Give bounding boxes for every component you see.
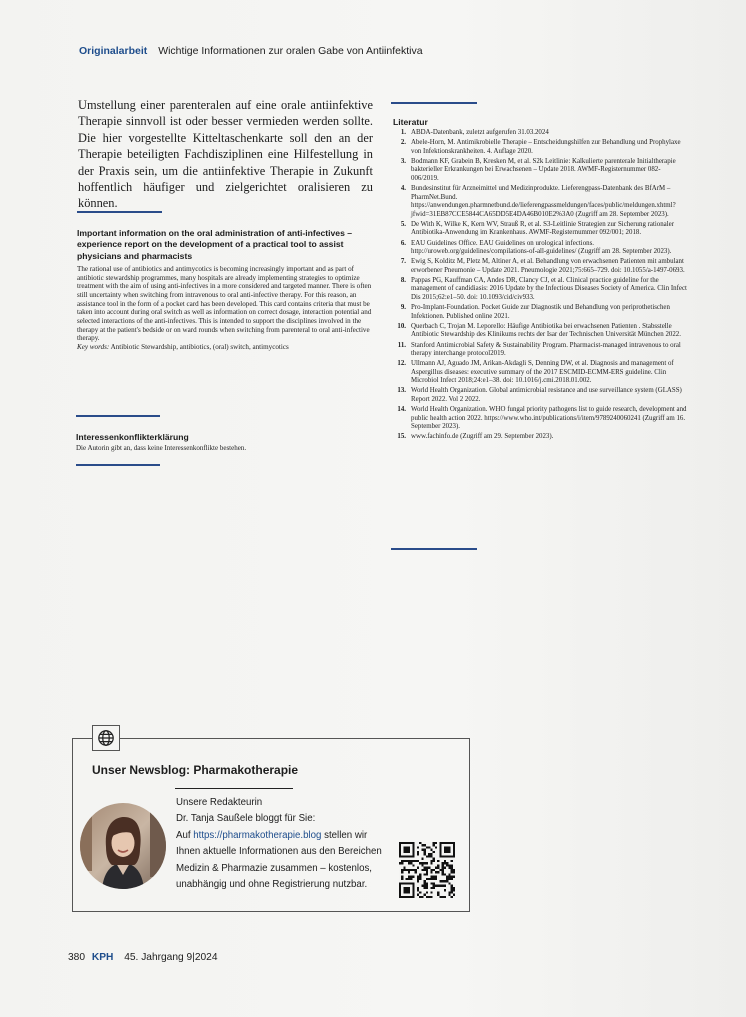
reference-number: 13. bbox=[397, 387, 406, 395]
reference-text: Bundesinstitut für Arzneimittel und Medizinprodukte. Lieferengpass-Datenbank des BfArM – PharmNet.Bund. https://anwendungen.pharmnetbund.de/lieferengpassmeldungen/faces/public/meldungen.xhtml?jfwid=31EB87CCE5844CA65DD5E4DA46B010E2%3A0 (Zugriff am 28. September 2023). bbox=[411, 185, 676, 218]
reference-number: 14. bbox=[397, 406, 406, 414]
issue-info: 45. Jahrgang 9|2024 bbox=[124, 952, 218, 963]
newsblog-text bbox=[176, 795, 386, 893]
reference-item bbox=[391, 240, 687, 257]
reference-text: Ullmann AJ, Aguado JM, Arikan-Akdagli S, Denning DW, et al. Diagnosis and management of Aspergillus diseases: executive summary of the 2017 ESCMID-ECMM-ERS guideline. Clin Microbiol Infect 2018;24:e1–38. doi: 10.1016/j.cmi.2018.01.002. bbox=[411, 360, 674, 385]
reference-number: 2. bbox=[400, 139, 406, 147]
reference-text: ABDA-Datenbank, zuletzt aufgerufen 31.03.2024 bbox=[411, 129, 549, 136]
running-header bbox=[79, 45, 423, 57]
section-divider bbox=[76, 464, 160, 466]
reference-number: 4. bbox=[400, 185, 406, 193]
reference-number: 12. bbox=[397, 360, 406, 368]
reference-number: 10. bbox=[397, 322, 406, 330]
reference-text: Stanford Antimicrobial Safety & Sustainability Program. Pharmacist-managed intravenous to oral therapy interchange protocol2019. bbox=[411, 341, 681, 358]
reference-item bbox=[391, 277, 687, 303]
reference-text: Bodmann KF, Grabein B, Kresken M, et al. S2k Leitlinie: Kalkulierte parenterale Initialtherapie bakterieller Erkrankungen bei Erwachsenen – Update 2018. AWMF-Registernummer 082-006/2019. bbox=[411, 157, 676, 182]
newsblog-line-1: Unsere Redakteurin bbox=[176, 797, 263, 808]
newsblog-divider bbox=[175, 788, 293, 789]
reference-text: World Health Organization. WHO fungal priority pathogens list to guide research, development and public health action 2022. https://www.who.int/publications/i/item/9789240060241 (Zugriff am 16. September 2023). bbox=[411, 406, 687, 431]
page-footer bbox=[68, 952, 217, 963]
reference-number: 1. bbox=[400, 129, 406, 136]
reference-item bbox=[391, 360, 687, 386]
section-divider bbox=[77, 211, 162, 213]
reference-item bbox=[391, 433, 687, 442]
abstract-text: The rational use of antibiotics and antimycotics is becoming increasingly important and as part of antibiotic stewardship programmes, many hospitals are already implementing strategies to optimize treatment with the aim of using anti-infectives in a more considered and targeted manner. There is often still uncertainty when switching from intravenous to oral anti-infective therapy. For this reason, an assistance tool in the form of a pocket card has been developed. This card contains criteria that must be taken into account during oral switch as well as information on correct dosage, interaction potential and selected interactions of the anti-infectives. This is intended to support the disciplines involved in the therapy at the patient's bedside or on ward rounds when switching from parenteral to oral anti-infective therapy. bbox=[77, 265, 372, 343]
reference-item bbox=[391, 323, 687, 340]
section-divider bbox=[391, 102, 477, 104]
reference-number: 6. bbox=[400, 239, 406, 247]
reference-number: 15. bbox=[397, 433, 406, 441]
page-number: 380 bbox=[68, 952, 85, 963]
keywords-label: Key words: bbox=[77, 342, 110, 351]
reference-number: 9. bbox=[400, 304, 406, 312]
reference-item bbox=[391, 258, 687, 275]
reference-item bbox=[391, 304, 687, 321]
english-title: Important information on the oral administration of anti-infectives – experience report on the development of a practical tool to assist physicians and pharmacists bbox=[77, 228, 353, 261]
reference-item bbox=[391, 129, 687, 138]
reference-text: EAU Guidelines Office. EAU Guidelines on urological infections. http://uroweb.org/guidelines/compilations-of-all-guidelines/ (Zugriff am 28. September 2023). bbox=[411, 239, 672, 256]
journal-brand: KPH bbox=[91, 952, 114, 963]
reference-text: Querbach C, Trojan M. Leporello: Häufige Antibiotika bei erwachsenen Patienten . Stabsstelle Antibiotic Stewardship des Klinikums rechts der Isar der Technischen Universität München 2022. bbox=[411, 322, 681, 339]
reference-item bbox=[391, 342, 687, 359]
article-type: Originalarbeit bbox=[79, 45, 148, 57]
coi-heading: Interessenkonflikterklärung bbox=[76, 432, 189, 442]
globe-icon bbox=[92, 725, 120, 751]
reference-text: Pro-Implant-Foundation. Pocket Guide zur Diagnostik und Behandlung von periprothetischen Infektionen. Published online 2021. bbox=[411, 304, 670, 320]
reference-number: 11. bbox=[397, 341, 406, 349]
reference-list bbox=[391, 129, 687, 444]
reference-text: www.fachinfo.de (Zugriff am 29. September 2023). bbox=[411, 433, 554, 441]
reference-item bbox=[391, 185, 687, 219]
reference-number: 5. bbox=[400, 220, 406, 228]
reference-text: Pappas PG, Kauffman CA, Andes DR, Clancy CJ, et al. Clinical practice guideline for the management of candidiasis: 2016 Update by the Infectious Diseases Society of America. Clin Infect Dis 2015;62:e1–50. doi: 10.1093/cid/civ933. bbox=[411, 276, 687, 301]
reference-text: Abele-Horn, M. Antimikrobielle Therapie – Entscheidungshilfen zur Behandlung und Prophylaxe von Infektionskrankheiten. 4. Auflage 2020. bbox=[411, 139, 681, 155]
keywords-text: Antibiotic Stewardship, antibiotics, (oral) switch, antimycotics bbox=[110, 342, 289, 351]
reference-item bbox=[391, 158, 687, 184]
newsblog-body bbox=[176, 828, 386, 894]
blog-link[interactable]: https://pharmakotherapie.blog bbox=[193, 829, 322, 841]
reference-text: World Health Organization. Global antimicrobial resistance and use surveillance system (GLASS) Report 2022. Vol 2 2022. bbox=[411, 387, 682, 403]
reference-number: 3. bbox=[400, 157, 406, 165]
coi-statement: Die Autorin gibt an, dass keine Interessenkonflikte bestehen. bbox=[76, 444, 247, 452]
reference-text: De With K, Wilke K, Kern WV, Strauß R, et al. S3-Leitlinie Strategien zur Sicherung rationaler Antibiotika-Anwendung im Krankenhaus. AWMF-Registernummer 092/001; 2018. bbox=[411, 220, 675, 237]
reference-item bbox=[391, 387, 687, 404]
reference-number: 8. bbox=[400, 276, 406, 284]
section-divider bbox=[76, 415, 160, 417]
intro-paragraph: Umstellung einer parenteralen auf eine orale antiinfektive Therapie sinnvoll ist oder besser vermieden werden sollte. Die hier vorgestellte Kitteltaschenkarte soll den an der Therapie beteiligten Fachdisziplinen eine Hilfestellung in der Praxis sein, um die antiinfektive Therapie in Zukunft hoffentlich häufiger und zielgerichtet oralisieren zu können. bbox=[78, 98, 373, 211]
qr-code[interactable] bbox=[399, 842, 455, 898]
running-title: Wichtige Informationen zur oralen Gabe von Antiinfektiva bbox=[158, 45, 423, 57]
english-abstract bbox=[77, 265, 377, 352]
section-divider bbox=[391, 548, 477, 550]
newsblog-title: Unser Newsblog: Pharmakotherapie bbox=[92, 763, 299, 777]
newsblog-rest: stellen wir Ihnen aktuelle Informationen aus den Bereichen Medizin & Pharmazie zusammen – kostenlos, unabhängig und ohne Registrierung nutzbar. bbox=[176, 829, 382, 891]
editor-avatar bbox=[80, 803, 166, 889]
newsblog-auf: Auf bbox=[176, 829, 191, 841]
reference-number: 7. bbox=[400, 258, 406, 266]
reference-text: Ewig S, Kolditz M, Pletz M, Altiner A, et al. Behandlung von erwachsenen Patienten mit ambulant erworbener Pneumonie – Update 2021. Pneumologie 2021;75:665–729. doi: 10.1055/a-1497-0693. bbox=[411, 258, 685, 274]
literature-heading: Literatur bbox=[393, 117, 428, 127]
newsblog-line-2: Dr. Tanja Saußele bloggt für Sie: bbox=[176, 813, 316, 825]
reference-item bbox=[391, 139, 687, 156]
reference-item bbox=[391, 221, 687, 238]
reference-item bbox=[391, 406, 687, 432]
